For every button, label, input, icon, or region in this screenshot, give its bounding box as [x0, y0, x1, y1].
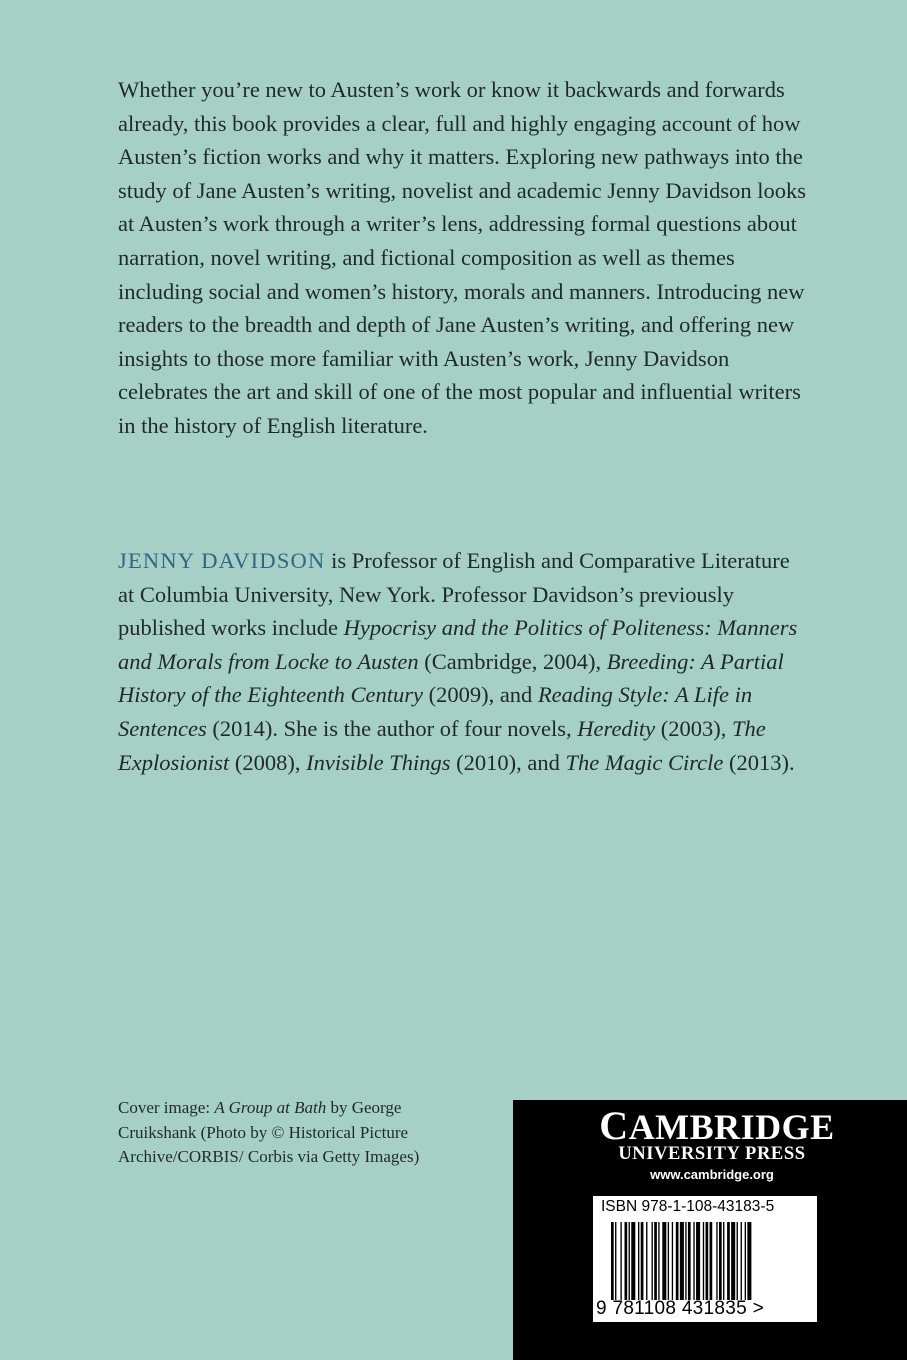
- credit-prefix: Cover image:: [118, 1098, 215, 1117]
- work-title: Hypocrisy and the Politics of Politeness: Manners and Morals from Locke to Austen: [118, 615, 798, 674]
- publisher-name-initial: C: [599, 1103, 629, 1148]
- bio-text: (2013).: [723, 749, 795, 775]
- bio-text: is Professor of English and Comparative Literature at Columbia University, New York. Professor Davidson’s previously published works include: [118, 548, 790, 641]
- credit-artwork-title: A Group at Bath: [214, 1098, 327, 1117]
- bio-text: (2010), and: [450, 749, 566, 775]
- publisher-name-rest: AMBRIDGE: [628, 1107, 835, 1147]
- work-title: Breeding: A Partial History of the Eighteenth Century: [118, 648, 784, 708]
- author-name: JENNY DAVIDSON: [118, 548, 326, 573]
- barcode-digits: 9 781108 431835 >: [596, 1298, 764, 1319]
- bio-text: (2008),: [229, 749, 307, 775]
- work-title: Invisible Things: [306, 749, 451, 775]
- work-title: The Magic Circle: [565, 749, 724, 775]
- publisher-url: www.cambridge.org: [650, 1167, 774, 1182]
- author-bio: [118, 544, 808, 779]
- work-title: Reading Style: A Life in Sentences: [118, 682, 753, 741]
- publisher-subtitle: UNIVERSITY PRESS: [618, 1144, 806, 1164]
- credit-text: by George Cruikshank (Photo by © Historical Picture Archive/CORBIS/ Corbis via Getty Images): [118, 1098, 420, 1166]
- bio-text: (2003),: [655, 715, 733, 741]
- work-title: Heredity: [577, 715, 656, 741]
- publisher-name: [597, 1102, 837, 1149]
- publisher-block: [513, 1100, 907, 1360]
- isbn-label: ISBN 978-1-108-43183-5: [601, 1198, 775, 1215]
- work-title: The Explosionist: [118, 715, 766, 775]
- barcode-bars: [611, 1222, 801, 1300]
- bio-text: (2014). She is the author of four novels,: [206, 715, 578, 741]
- bio-text: (Cambridge, 2004),: [418, 648, 607, 674]
- bio-text: (2009), and: [422, 682, 538, 708]
- barcode: [593, 1196, 817, 1322]
- description-paragraph: Whether you’re new to Austen’s work or know it backwards and forwards already, this book provides a clear, full and highly engaging account of how Austen’s fiction works and why it matters. Exploring new pathways into the study of Jane Austen’s writing, novelist and academic Jenny Davidson looks at Austen’s work through a writer’s lens, addressing formal questions about narration, novel writing, and fictional composition as well as themes including social and women’s history, morals and manners. Introducing new readers to the breadth and depth of Jane Austen’s writing, and offering new insights to those more familiar with Austen’s work, Jenny Davidson celebrates the art and skill of one of the most popular and influential writers in the history of English literature.: [118, 77, 807, 438]
- cover-image-credit: [118, 1096, 478, 1170]
